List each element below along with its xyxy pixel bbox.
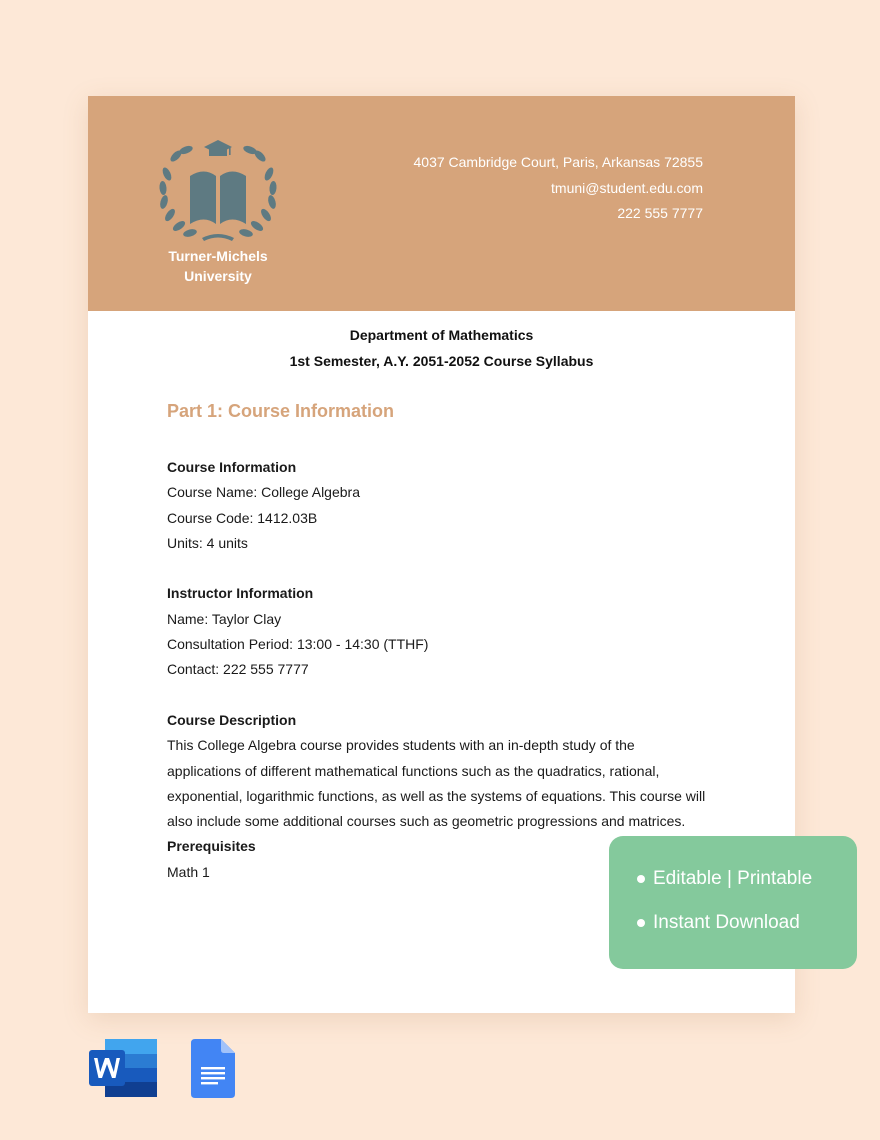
department-title: Department of Mathematics [349, 327, 534, 343]
microsoft-word-icon[interactable] [89, 1039, 157, 1097]
google-docs-icon[interactable] [191, 1039, 235, 1098]
description-heading: Course Description [167, 711, 297, 728]
prerequisites-value: Math 1 [167, 863, 210, 880]
phone: 222 555 7777 [617, 205, 703, 221]
university-name-line2: University [184, 268, 252, 284]
instructor-info-heading: Instructor Information [167, 585, 314, 602]
section-heading: Part 1: Course Information [167, 401, 395, 421]
book-laurel-graduation-cap-icon [158, 140, 278, 242]
consultation-period: Consultation Period: 13:00 - 14:30 (TTHF) [167, 636, 429, 653]
course-details [167, 455, 727, 885]
instructor-contact: Contact: 222 555 7777 [167, 661, 309, 678]
document-title [88, 322, 795, 374]
university-name-line1: Turner-Michels [168, 248, 268, 264]
course-name: Course Name: College Algebra [167, 484, 360, 501]
course-code: Course Code: 1412.03B [167, 509, 318, 526]
description-line: This College Algebra course provides students with an in-depth study of the [167, 737, 635, 754]
feature-label: Editable | Printable [653, 868, 813, 889]
description-line: exponential, logarithmic functions, as well as the systems of equations. This course will [167, 787, 706, 804]
feature-instant-download [637, 912, 800, 934]
instructor-name: Name: Taylor Clay [167, 610, 282, 627]
email: tmuni@student.edu.com [551, 179, 703, 196]
course-info-heading: Course Information [167, 459, 297, 475]
description-line: also include some additional courses such as geometric progressions and matrices. [167, 813, 686, 830]
features-badge [609, 836, 857, 969]
bullet-icon [637, 919, 645, 927]
feature-label: Instant Download [653, 912, 800, 933]
description-line: applications of different mathematical functions such as the quadratics, rational, [167, 762, 660, 779]
address: 4037 Cambridge Court, Paris, Arkansas 72855 [413, 154, 703, 170]
contact-block [414, 150, 704, 227]
university-name [148, 246, 288, 286]
document-header [88, 96, 795, 311]
bullet-icon [637, 875, 645, 883]
semester-title: 1st Semester, A.Y. 2051-2052 Course Syllabus [289, 353, 594, 369]
feature-editable-printable [637, 868, 812, 890]
course-units: Units: 4 units [167, 534, 248, 551]
prerequisites-heading: Prerequisites [167, 838, 256, 855]
